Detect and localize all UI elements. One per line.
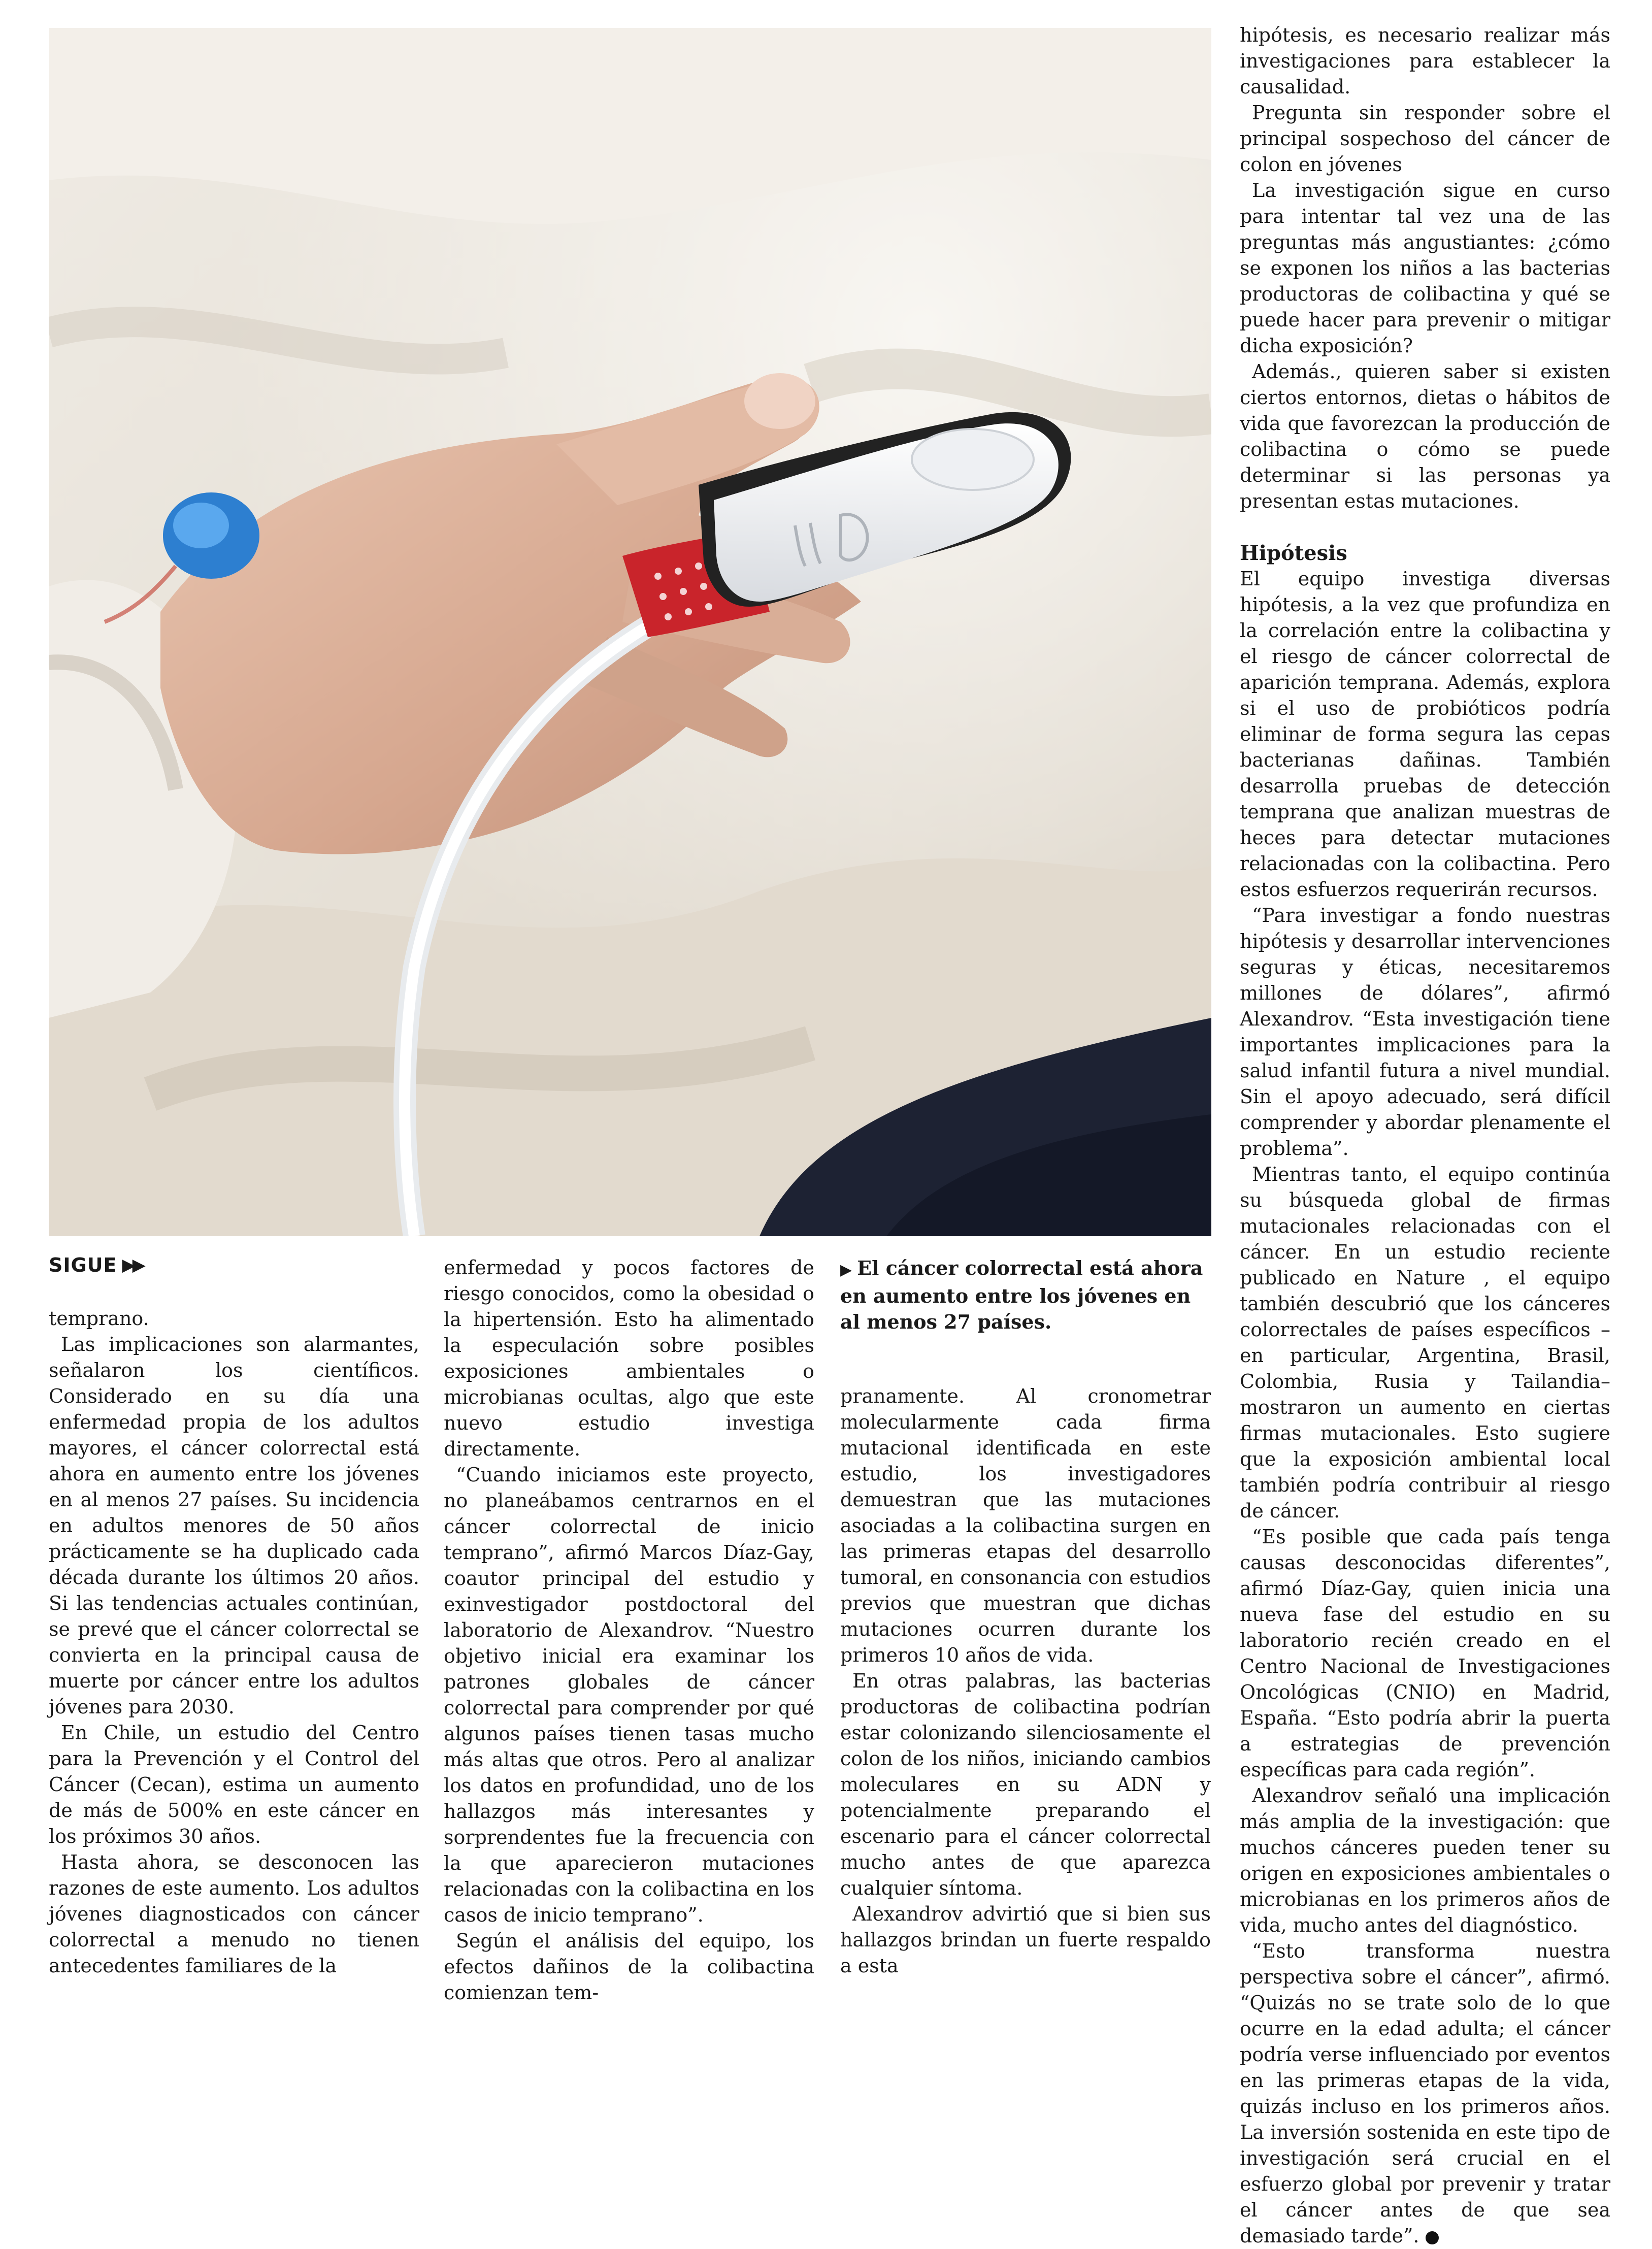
paragraph: Hasta ahora, se desconocen las razones de este aumento. Los adultos jóvenes diagnosticados con cáncer colorrectal a menudo no tienen antecedentes familiares de la: [49, 1851, 419, 1977]
article-column-2: [444, 1255, 814, 2006]
section-teaser: Pregunta sin responder sobre el principal sospechoso del cáncer de colon en jóvenes: [1240, 102, 1610, 176]
paragraph: En Chile, un estudio del Centro para la Prevención y el Control del Cáncer (Cecan), estima un aumento de más de 500% en este cáncer en los próximos 30 años.: [49, 1722, 419, 1847]
continue-label: SIGUE: [49, 1254, 117, 1276]
pull-quote: [840, 1255, 1211, 1335]
double-arrow-icon: ▶▶: [122, 1255, 143, 1275]
paragraph: “Para investigar a fondo nuestras hipótesis y desarrollar intervenciones seguras y éticas, necesitaremos millones de dólares”, afirmó Alexandrov. “Esta investigación tiene importantes implicaciones para la salud infantil futura a nivel mundial. Sin el apoyo adecuado, será difícil comprender y abordar plenamente el problema”.: [1240, 904, 1610, 1160]
paragraph: enfermedad y pocos factores de riesgo conocidos, como la obesidad o la hipertensión. Esto ha alimentado la especulación sobre posibles exposiciones ambientales o microbianas ocultas, algo que este nuevo estudio investiga directamente.: [444, 1256, 814, 1460]
triangle-icon: ▶: [840, 1261, 852, 1279]
paragraph: Además., quieren saber si existen ciertos entornos, dietas o hábitos de vida que favorezcan la producción de colibactina o cómo se puede determinar si las personas ya presentan estas mutaciones.: [1240, 360, 1610, 512]
end-mark-icon: [1426, 2231, 1439, 2244]
paragraph: pranamente. Al cronometrar molecularmente cada firma mutacional identificada en este estudio, los investigadores demuestran que las mutaciones asociadas a la colibactina surgen en las primeras etapas del desarrollo tumoral, en consonancia con estudios previos que muestran que dichas mutaciones ocurren durante los primeros 10 años de vida.: [840, 1385, 1211, 1666]
paragraph: hipótesis, es necesario realizar más investigaciones para establecer la causalidad.: [1240, 24, 1610, 98]
article-column-1: [49, 1306, 419, 1979]
paragraph-final: [1240, 1938, 1610, 2249]
paragraph-final-text: “Esto transforma nuestra perspectiva sobre el cáncer”, afirmó. “Quizás no se trate solo de lo que ocurre en la edad adulta; el cáncer podría verse influenciado por eventos en las primeras etapas de la vida, quizás incluso en los primeros años. La inversión sostenida en este tipo de investigación será crucial en el esfuerzo global por prevenir y tratar el cáncer antes de que sea demasiado tarde”.: [1240, 1940, 1610, 2247]
pulse-oximeter-illustration: [49, 28, 1211, 1236]
paragraph: Las implicaciones son alarmantes, señalaron los científicos. Considerado en su día una enfermedad propia de los adultos mayores, el cáncer colorrectal está ahora en aumento entre los jóvenes en al menos 27 países. Su incidencia en adultos menores de 50 años prácticamente se ha duplicado cada década durante los últimos 20 años. Si las tendencias actuales continúan, se prevé que el cáncer colorrectal se convierta en la principal causa de muerte por cáncer entre los adultos jóvenes para 2030.: [49, 1333, 419, 1718]
paragraph: “Cuando iniciamos este proyecto, no planeábamos centrarnos en el cáncer colorrectal de inicio temprano”, afirmó Marcos Díaz-Gay, coautor principal del estudio y exinvestigador postdoctoral del laboratorio de Alexandrov. “Nuestro objetivo inicial era examinar los patrones globales de cáncer colorrectal para comprender por qué algunos países tienen tasas mucho más altas que otros. Pero al analizar los datos en profundidad, uno de los hallazgos más interesantes y sorprendentes fue la frecuencia con la que aparecieron mutaciones relacionadas con la colibactina en los casos de inicio temprano”.: [444, 1464, 814, 1926]
paragraph: La investigación sigue en curso para intentar tal vez una de las preguntas más angustiantes: ¿cómo se exponen los niños a las bacterias productoras de colibactina y qué se puede hacer para prevenir o mitigar dicha exposición?: [1240, 179, 1610, 357]
article-photo: [49, 28, 1211, 1236]
article-column-3: [840, 1383, 1211, 1979]
paragraph: El equipo investiga diversas hipótesis, a la vez que profundiza en la correlación entre la colibactina y el riesgo de cáncer colorrectal de aparición temprana. Además, explora si el uso de probióticos podría eliminar de forma segura las cepas bacterianas dañinas. También desarrolla pruebas de detección temprana que analizan muestras de heces para detectar mutaciones relacionadas con la colibactina. Pero estos esfuerzos requerirán recursos.: [1240, 568, 1610, 901]
paragraph: Alexandrov señaló una implicación más amplia de la investigación: que muchos cánceres pueden tener su origen en exposiciones ambientales o microbianas en los primeros años de vida, mucho antes del diagnóstico.: [1240, 1784, 1610, 1936]
paragraph: Alexandrov advirtió que si bien sus hallazgos brindan un fuerte respaldo a esta: [840, 1903, 1211, 1977]
paragraph: “Es posible que cada país tenga causas desconocidas diferentes”, afirmó Díaz-Gay, quien inicia una nueva fase del estudio en su laboratorio recién creado en el Centro Nacional de Investigaciones Oncológicas (CNIO) en Madrid, España. “Esto podría abrir la puerta a estrategias de prevención específicas para cada región”.: [1240, 1526, 1610, 1781]
continue-marker: [49, 1254, 143, 1276]
pull-quote-text: El cáncer colorrectal está ahora en aumento entre los jóvenes en al menos 27 países.: [840, 1256, 1203, 1333]
paragraph: Mientras tanto, el equipo continúa su búsqueda global de firmas mutacionales relacionadas con el cáncer. En un estudio reciente publicado en Nature , el equipo también descubrió que los cánceres colorrectales de países específicos –en particular, Argentina, Brasil, Colombia, Rusia y Tailandia– mostraron un aumento en ciertas firmas mutacionales. Esto sugiere que la exposición ambiental local también podría contribuir al riesgo de cáncer.: [1240, 1163, 1610, 1522]
section-subhead: Hipótesis: [1240, 541, 1347, 565]
article-column-4: [1240, 22, 1610, 2249]
paragraph: temprano.: [49, 1307, 149, 1330]
paragraph: En otras palabras, las bacterias productoras de colibactina podrían estar colonizando silenciosamente el colon de los niños, iniciando cambios moleculares en su ADN y potencialmente preparando el escenario para el cáncer colorrectal mucho antes de que aparezca cualquier síntoma.: [840, 1670, 1211, 1899]
paragraph: Según el análisis del equipo, los efectos dañinos de la colibactina comienzan tem-: [444, 1930, 814, 2004]
